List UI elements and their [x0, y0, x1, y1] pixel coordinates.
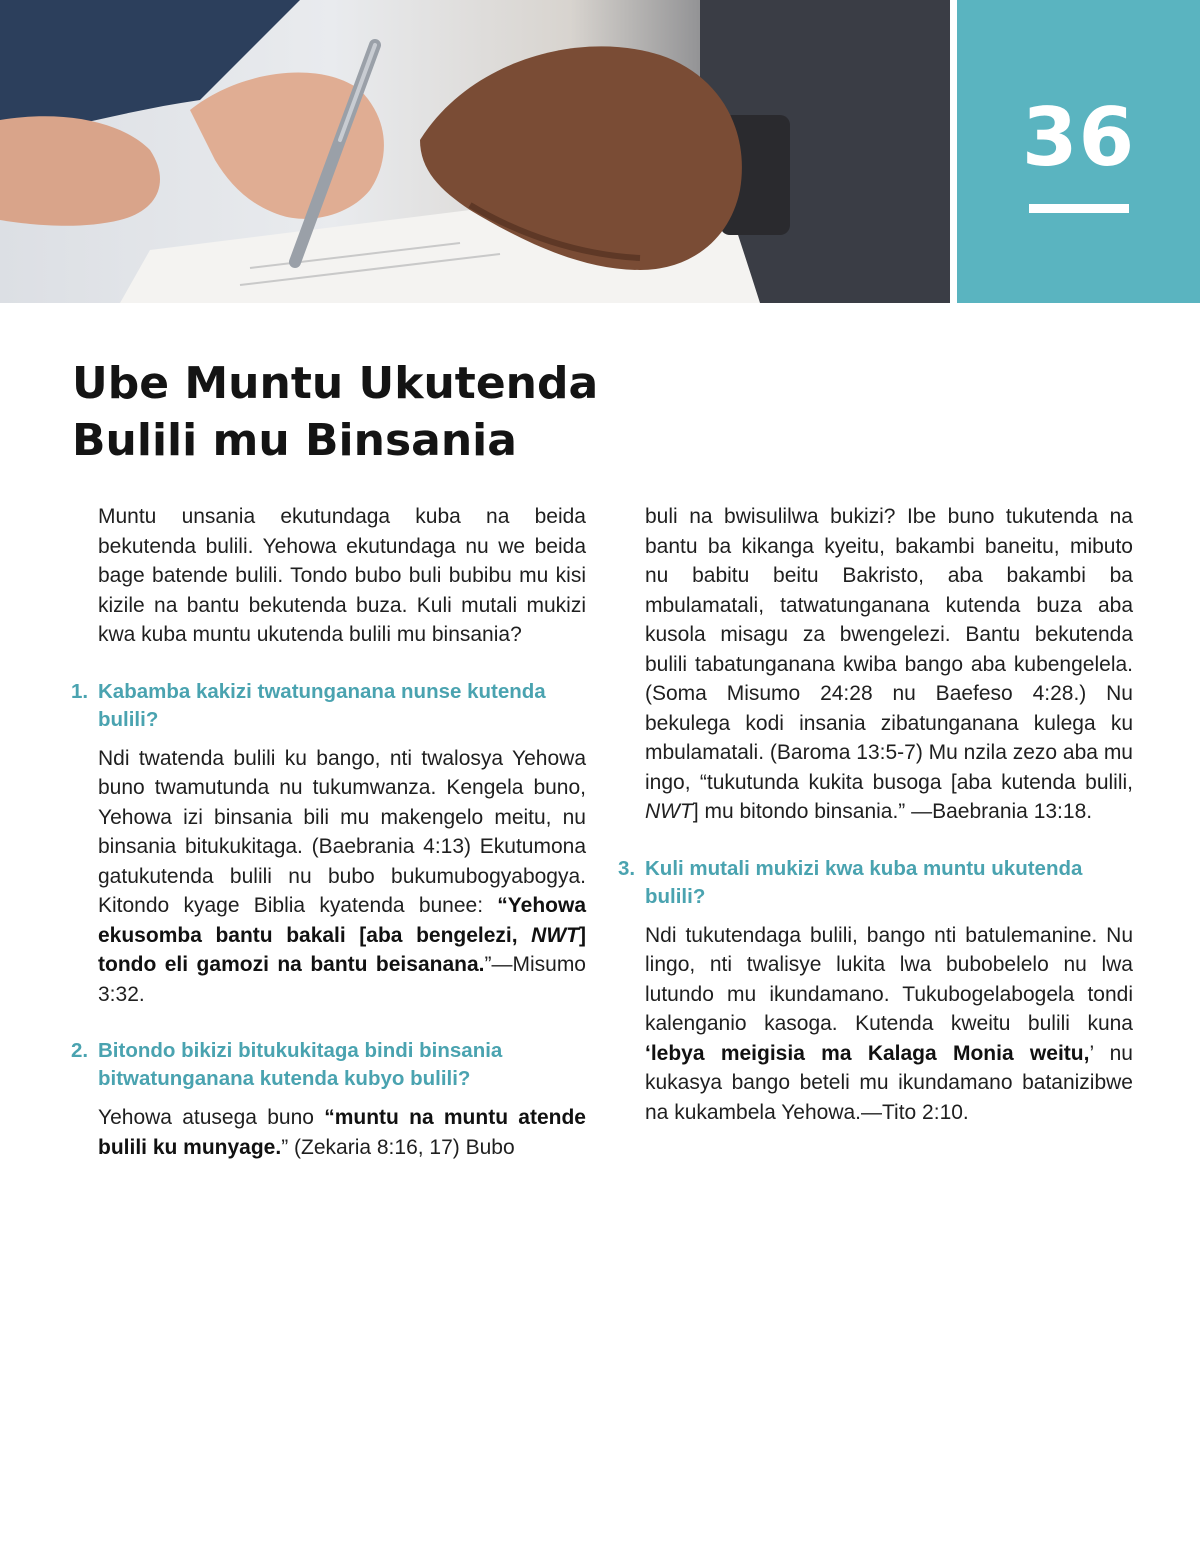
answer-1-paragraph: [98, 744, 586, 1010]
answer-3-citation: ’ nu kukasya bango beteli mu ikundamano batanizibwe na kukambela Yehowa.—Tito 2:10.: [645, 1041, 1133, 1124]
answer-2-continued: [645, 502, 1133, 827]
right-column: [618, 502, 1133, 1127]
question-2-heading: Bitondo bikizi bitukukitaga bindi binsania bitwatunganana kutenda kubyo bulili?: [98, 1039, 503, 1090]
question-3: [618, 855, 1133, 911]
answer-3-paragraph: Ndi tukutendaga bulili, bango nti batulemanine. Nu lingo, nti twalisye lukita lwa bubobelelo nu lwa lutundo mu ikundamano. Tukubogelabogela tondi kalenganio kasoga. Kutenda kweitu bulili kuna ‘lebya meigisia ma Kalaga Monia weitu,’ nu kukasya bango beteli mu ikundamano batanizibwe na kukambela Yehowa.—Tito 2:10.: [645, 923, 1133, 1124]
lesson-underline: [1029, 204, 1129, 213]
page-title-line-2: Bulili mu Binsania: [72, 415, 517, 466]
question-2-number: 2.: [71, 1039, 89, 1062]
left-hand: [0, 116, 160, 226]
page-title: [72, 355, 632, 469]
answer-1-text: Ndi twatenda bulili ku bango, nti twalosya Yehowa buno twamutunda nu tukumwanza. Kengela buno, Yehowa izi binsania bili mu makengelo meitu, nu binsania bitukukitaga. (Baebrania 4:13) Ekutumona gatukutenda bulili nu bubo bukumubogyabogya. Kitondo kyage Biblia kyatenda bunee:: [98, 746, 586, 917]
left-column: [71, 502, 586, 1162]
answer-2-text: ” (Zekaria 8:16, 17) Bubo: [281, 1135, 515, 1159]
answer-2-em: NWT: [645, 800, 693, 823]
question-1: [71, 678, 586, 734]
hero-illustration: [0, 0, 950, 303]
intro-paragraph: Muntu unsania ekutundaga kuba na beida bekutenda bulili. Yehowa ekutundaga nu we beida bage batende bulili. Tondo bubo buli bubibu mu kisi kizile na bantu bekutenda buza. Kuli mutali mukizi kwa kuba muntu ukutenda bulili mu binsania?: [98, 505, 586, 646]
answer-1-citation: ”—Misumo 3:32.: [98, 953, 586, 1006]
question-1-number: 1.: [71, 679, 89, 703]
question-2: [71, 1037, 586, 1093]
answer-3-bold: ‘lebya meigisia ma Kalaga Monia weitu,: [645, 1041, 1090, 1065]
lesson-number: 36: [1021, 91, 1136, 184]
question-3-heading: Kuli mutali mukizi kwa kuba muntu ukutenda bulili?: [645, 856, 1083, 908]
page-title-line-1: Ube Muntu Ukutenda: [72, 358, 599, 409]
question-1-heading: Kabamba kakizi twatunganana nunse kutenda bulili?: [98, 679, 546, 731]
answer-2-paragraph: Yehowa atusega buno “muntu na muntu atende bulili ku munyage.” (Zekaria 8:16, 17) Bubo: [98, 1106, 586, 1159]
answer-2-bold: “muntu na muntu atende bulili ku munyage.: [98, 1106, 586, 1159]
answer-2-citation: ] mu bitondo binsania.” —Baebrania 13:18.: [692, 800, 1093, 823]
question-3-number: 3.: [618, 856, 636, 880]
answer-1-bold: “Yehowa ekusomba bantu bakali [aba bengelezi, NWT] tondo eli gamozi na bantu beisanana.: [98, 894, 586, 976]
answer-2-continued-text: buli na bwisulilwa bukizi? Ibe buno tukutenda na bantu ba kikanga kyeitu, bakambi baneitu, mibuto nu babitu beitu Bakristo, aba bakambi ba mbulamatali, tatwatunganana kutenda buza aba kusola misagu za bwengelezi. Bantu bekutenda bulili tabatunganana kwiba bango aba kubengelela. (Soma Misumo 24:28 nu Baefeso 4:28.) Nu bekulega kodi insania zibatunganana kulega ku mbulamatali. (Baroma 13:5-7) Mu nzila zezo aba mu ingo, “tukutunda kukita busoga [aba kutenda bulili,: [645, 505, 1133, 794]
lesson-badge: [957, 0, 1200, 303]
hero-photo-handshake-signing: [0, 0, 950, 303]
